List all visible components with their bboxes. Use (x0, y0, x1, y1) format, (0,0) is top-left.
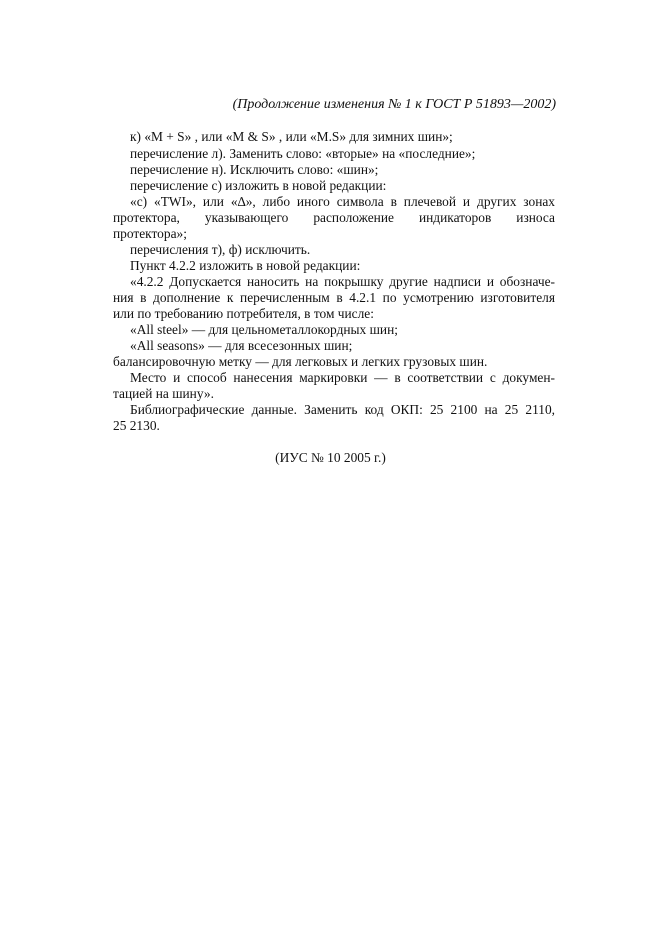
text-line: или по требованию потребителя, в том числе: (113, 306, 374, 321)
text-line: к) «M + S» , или «M & S» , или «M.S» для зимних шин»; (130, 129, 453, 144)
text-line: 25 2130. (113, 418, 160, 433)
text-line: Место и способ нанесения маркировки — в соответствии с докумен- (130, 370, 555, 385)
text-line: перечисления т), ф) исключить. (130, 242, 311, 257)
text-line: Библиографические данные. Заменить код ОКП: 25 2100 на 25 2110, (130, 402, 555, 417)
text-line: «4.2.2 Допускается наносить на покрышку другие надписи и обозначе- (130, 274, 555, 289)
source-reference: (ИУС № 10 2005 г.) (275, 450, 386, 465)
text-line: перечисление л). Заменить слово: «вторые» на «последние»; (130, 146, 476, 161)
text-line: «с) «TWI», или «∆», либо иного символа в плечевой и других зонах (130, 194, 555, 209)
text-line: протектора, указывающего расположение индикаторов износа (113, 210, 555, 225)
text-line: тацией на шину». (113, 386, 214, 401)
text-line: протектора»; (113, 226, 187, 241)
text-line: балансировочную метку — для легковых и легких грузовых шин. (113, 354, 488, 369)
text-line: «All seasons» — для всесезонных шин; (130, 338, 353, 353)
text-line: Пункт 4.2.2 изложить в новой редакции: (130, 258, 361, 273)
text-line: ния в дополнение к перечисленным в 4.2.1 по усмотрению изготовителя (113, 290, 555, 305)
text-line: перечисление н). Исключить слово: «шин»; (130, 162, 379, 177)
text-line: «All steel» — для цельнометаллокордных шин; (130, 322, 398, 337)
continuation-header: (Продолжение изменения № 1 к ГОСТ Р 51893—2002) (232, 97, 556, 112)
text-line: перечисление с) изложить в новой редакции: (130, 178, 387, 193)
